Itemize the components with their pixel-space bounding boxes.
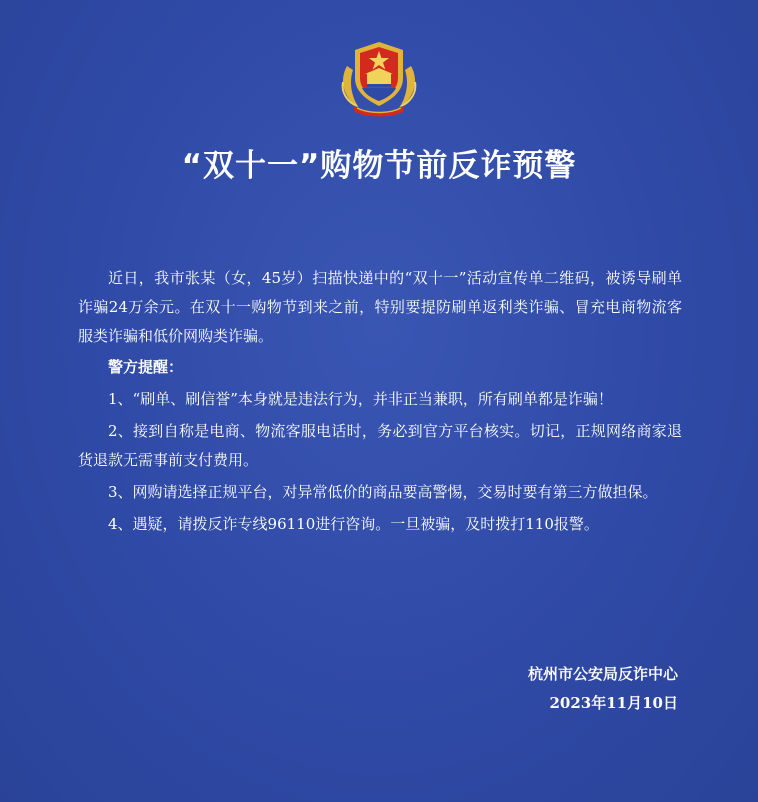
tip-item: 4、遇疑，请拨反诈专线96110进行咨询。一旦被骗，及时拨打110报警。 xyxy=(108,515,599,533)
signature-block xyxy=(528,660,678,718)
tip-item: 1、“刷单、刷信誉”本身就是违法行为，并非正当兼职，所有刷单都是诈骗！ xyxy=(108,390,613,408)
notice-body xyxy=(78,264,682,539)
notice-title: “双十一”购物节前反诈预警 xyxy=(181,148,577,184)
tips-heading: 警方提醒： xyxy=(108,358,184,376)
issue-date: 2023年11月10日 xyxy=(549,694,678,712)
tip-item: 2、接到自称是电商、物流客服电话时，务必到官方平台核实。切记，正规网络商家退货退款无需事前支付费用。 xyxy=(78,422,682,469)
intro-paragraph: 近日，我市张某（女，45岁）扫描快递中的“双十一”活动宣传单二维码，被诱导刷单诈骗24万余元。在双十一购物节到来之前，特别要提防刷单返利类诈骗、冒充电商物流客服类诈骗和低价网购类诈骗。 xyxy=(78,269,682,345)
tip-item: 3、网购请选择正规平台，对异常低价的商品要高警惕，交易时要有第三方做担保。 xyxy=(108,483,658,501)
police-emblem-icon xyxy=(333,36,425,118)
issuer-name: 杭州市公安局反诈中心 xyxy=(527,665,678,683)
